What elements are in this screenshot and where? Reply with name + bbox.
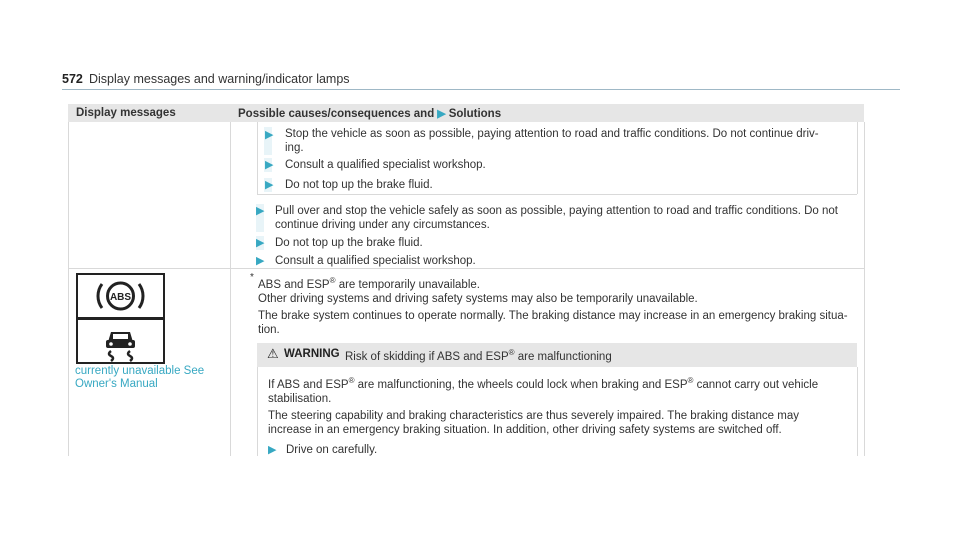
page-title: Display messages and warning/indicator lamps xyxy=(89,72,350,86)
abs-esp-unavailable-text: ABS and ESP® are temporarily unavailable. xyxy=(258,276,480,291)
warning-title: Risk of skidding if ABS and ESP® are malfunctioning xyxy=(345,348,612,363)
abs-warning-icon xyxy=(76,273,165,319)
warning-box-left xyxy=(257,367,258,456)
abs-icon-label: ABS xyxy=(109,292,132,303)
nested-step-1: Stop the vehicle as soon as possible, paying attention to road and traffic conditions. Do not continue driv- ing. xyxy=(285,128,819,154)
table-column-divider xyxy=(230,122,231,456)
outer-step-2: Do not top up the brake fluid. xyxy=(275,237,423,249)
header-rule xyxy=(62,89,900,90)
table-left-border xyxy=(68,122,69,456)
arrow-right-icon: ▶ xyxy=(265,179,274,191)
other-systems-text: Other driving systems and driving safety systems may also be temporarily unavailable. xyxy=(258,293,698,305)
arrow-right-icon: ▶ xyxy=(256,255,265,267)
arrow-right-icon: ▶ xyxy=(265,159,274,171)
final-step: Drive on carefully. xyxy=(286,444,378,456)
outer-step-1: Pull over and stop the vehicle safely as soon as possible, paying attention to road and traffic conditions. Do not continue driving under any circumstances. xyxy=(275,205,838,231)
nested-box-left xyxy=(257,122,258,194)
warning-triangle-icon: ⚠ xyxy=(267,346,279,361)
display-message-text: currently unavailable See Owner's Manual xyxy=(75,365,205,390)
nested-step-3: Do not top up the brake fluid. xyxy=(285,179,433,191)
warning-body-steering: The steering capability and braking characteristics are thus severely impaired. The braking distance may increase in an emergency braking situation. In addition, other driving safety systems are switched off. xyxy=(268,410,799,436)
col-display-messages-header: Display messages xyxy=(76,107,176,119)
table-row-divider xyxy=(68,268,864,269)
table-right-border xyxy=(864,122,865,456)
nested-box-bottom xyxy=(257,194,857,195)
page-number: 572 xyxy=(62,72,83,86)
warning-body: If ABS and ESP® are malfunctioning, the wheels could lock when braking and ESP® cannot carry out vehicle stabilisation. xyxy=(268,376,819,405)
warning-box-right xyxy=(857,367,858,456)
nested-box-right xyxy=(857,122,858,194)
arrow-right-icon: ▶ xyxy=(265,129,274,141)
page-header xyxy=(62,70,900,90)
warning-label: WARNING xyxy=(284,348,340,360)
warning-box xyxy=(257,343,857,367)
outer-step-3: Consult a qualified specialist workshop. xyxy=(275,255,476,267)
table-header xyxy=(68,104,864,122)
col-causes-header: Possible causes/consequences and ▶ Solutions xyxy=(238,108,502,120)
esp-skid-icon xyxy=(76,318,165,364)
arrow-right-icon: ▶ xyxy=(268,444,277,456)
footnote-asterisk: * xyxy=(250,272,254,283)
arrow-right-icon: ▶ xyxy=(256,237,265,249)
nested-step-2: Consult a qualified specialist workshop. xyxy=(285,159,486,171)
arrow-right-icon: ▶ xyxy=(437,108,446,120)
arrow-right-icon: ▶ xyxy=(256,205,265,217)
brake-system-text: The brake system continues to operate normally. The braking distance may increase in an emergency braking situa- tion. xyxy=(258,310,848,336)
